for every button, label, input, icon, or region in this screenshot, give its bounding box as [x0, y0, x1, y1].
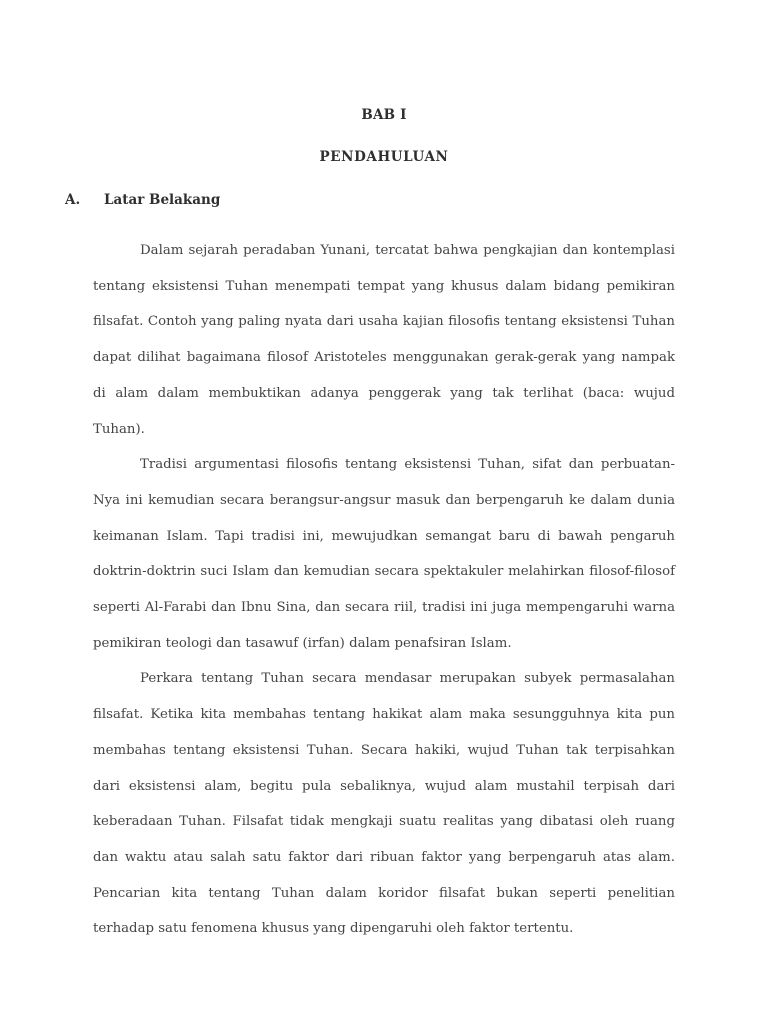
section-heading — [65, 192, 220, 208]
body-text — [93, 233, 675, 947]
chapter-number: BAB I — [361, 107, 407, 123]
paragraph: Dalam sejarah peradaban Yunani, tercatat bahwa pengkajian dan kontemplasi tentang eksistensi Tuhan menempati tempat yang khusus dalam bidang pemikiran filsafat. Contoh yang paling nyata dari usaha kajian filosofis tentang eksistensi Tuhan dapat dilihat bagaimana filosof Aristoteles menggunakan gerak-gerak yang nampak di alam dalam membuktikan adanya penggerak yang tak terlihat (baca: wujud Tuhan). — [93, 243, 675, 437]
section-letter: A. — [65, 192, 81, 208]
section-title: Latar Belakang — [104, 192, 221, 208]
chapter-title: PENDAHULUAN — [319, 149, 449, 165]
paragraph: Perkara tentang Tuhan secara mendasar merupakan subyek permasalahan filsafat. Ketika kita membahas tentang hakikat alam maka sesungguhnya kita pun membahas tentang eksistensi Tuhan. Secara hakiki, wujud Tuhan tak terpisahkan dari eksistensi alam, begitu pula sebaliknya, wujud alam mustahil terpisah dari keberadaan Tuhan. Filsafat tidak mengkaji suatu realitas yang dibatasi oleh ruang dan waktu atau salah satu faktor dari ribuan faktor yang berpengaruh atas alam. Pencarian kita tentang Tuhan dalam koridor filsafat bukan seperti penelitian terhadap satu fenomena khusus yang dipengaruhi oleh faktor tertentu. — [93, 671, 675, 937]
paragraph: Tradisi argumentasi filosofis tentang eksistensi Tuhan, sifat dan perbuatan-Nya ini kemudian secara berangsur-angsur masuk dan berpengaruh ke dalam dunia keimanan Islam. Tapi tradisi ini, mewujudkan semangat baru di bawah pengaruh doktrin-doktrin suci Islam dan kemudian secara spektakuler melahirkan filosof-filosof seperti Al-Farabi dan Ibnu Sina, dan secara riil, tradisi ini juga mempengaruhi warna pemikiran teologi dan tasawuf (irfan) dalam penafsiran Islam. — [93, 457, 675, 651]
